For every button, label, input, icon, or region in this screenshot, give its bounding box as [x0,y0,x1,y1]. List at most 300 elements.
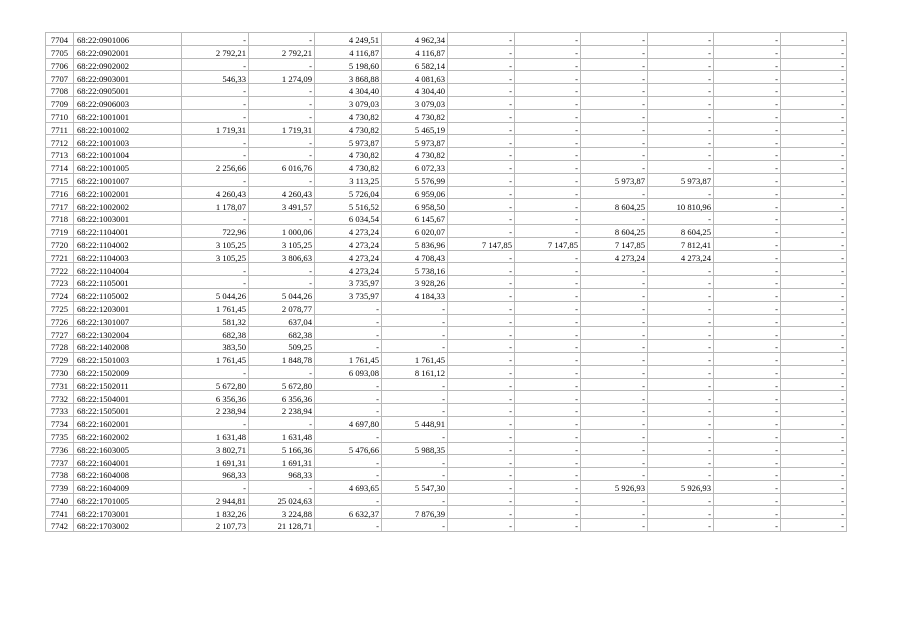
value-cell: - [515,186,581,199]
value-cell: 3 224,88 [249,506,315,519]
value-cell: 4 730,82 [315,109,382,122]
value-cell: - [714,109,781,122]
value-cell: - [781,429,847,442]
row-number-cell: 7721 [46,250,74,263]
value-cell: - [315,340,382,353]
value-cell: - [648,340,714,353]
value-cell: - [448,173,515,186]
value-cell: - [648,45,714,58]
value-cell: - [515,327,581,340]
value-cell: - [581,148,648,161]
value-cell: - [714,301,781,314]
value-cell: - [648,352,714,365]
cadastral-code-cell: 68:22:1502011 [74,378,182,391]
value-cell: - [515,199,581,212]
table-row [46,84,847,97]
row-number-cell: 7734 [46,416,74,429]
value-cell: - [515,122,581,135]
value-cell: - [515,442,581,455]
table-row [46,519,847,532]
value-cell: - [714,33,781,46]
value-cell: 3 928,26 [382,276,448,289]
value-cell: 1 178,07 [182,199,249,212]
value-cell: 383,50 [182,340,249,353]
value-cell: - [581,84,648,97]
value-cell: 2 107,73 [182,519,249,532]
value-cell: - [448,506,515,519]
value-cell: 4 273,24 [315,237,382,250]
value-cell: - [581,468,648,481]
value-cell: - [648,391,714,404]
row-number-cell: 7731 [46,378,74,391]
value-cell: - [448,96,515,109]
value-cell: - [249,96,315,109]
value-cell: - [249,365,315,378]
value-cell: 3 735,97 [315,288,382,301]
value-cell: - [448,122,515,135]
value-cell: - [515,71,581,84]
value-cell: 5 166,36 [249,442,315,455]
value-cell: - [581,442,648,455]
value-cell: - [714,199,781,212]
value-cell: - [714,468,781,481]
value-cell: - [581,212,648,225]
row-number-cell: 7741 [46,506,74,519]
value-cell: - [182,58,249,71]
table-row [46,404,847,417]
value-cell: - [781,327,847,340]
row-number-cell: 7711 [46,122,74,135]
value-cell: - [714,519,781,532]
value-cell: - [382,340,448,353]
value-cell: - [581,109,648,122]
value-cell: 637,04 [249,314,315,327]
value-cell: 5 465,19 [382,122,448,135]
table-row [46,301,847,314]
value-cell: 2 792,21 [182,45,249,58]
table-row [46,391,847,404]
value-cell: - [182,148,249,161]
value-cell: - [448,224,515,237]
value-cell: - [448,212,515,225]
value-cell: 4 730,82 [382,109,448,122]
value-cell: - [249,212,315,225]
value-cell: - [648,506,714,519]
value-cell: - [448,404,515,417]
value-cell: - [382,301,448,314]
value-cell: - [581,519,648,532]
cadastral-code-cell: 68:22:1604008 [74,468,182,481]
value-cell: - [448,276,515,289]
value-cell: - [648,135,714,148]
value-cell: - [581,58,648,71]
value-cell: - [382,455,448,468]
value-cell: - [581,327,648,340]
value-cell: 4 273,24 [315,224,382,237]
value-cell: - [714,340,781,353]
value-cell: - [714,237,781,250]
value-cell: 546,33 [182,71,249,84]
value-cell: - [581,314,648,327]
value-cell: - [249,33,315,46]
value-cell: - [515,506,581,519]
table-row [46,455,847,468]
value-cell: 6 093,08 [315,365,382,378]
value-cell: - [315,327,382,340]
value-cell: 3 105,25 [249,237,315,250]
value-cell: - [448,45,515,58]
cadastral-code-cell: 68:22:1001004 [74,148,182,161]
value-cell: - [781,33,847,46]
value-cell: - [781,58,847,71]
value-cell: - [714,45,781,58]
value-cell: - [448,468,515,481]
value-cell: - [315,455,382,468]
cadastral-code-cell: 68:22:1104001 [74,224,182,237]
value-cell: - [515,314,581,327]
value-cell: - [448,288,515,301]
value-cell: - [515,404,581,417]
value-cell: 4 708,43 [382,250,448,263]
value-cell: - [781,212,847,225]
value-cell: 8 604,25 [648,224,714,237]
row-number-cell: 7705 [46,45,74,58]
value-cell: 3 868,88 [315,71,382,84]
value-cell: 4 081,63 [382,71,448,84]
value-cell: - [648,276,714,289]
row-number-cell: 7733 [46,404,74,417]
value-cell: - [714,365,781,378]
value-cell: 4 116,87 [382,45,448,58]
value-cell: - [714,288,781,301]
value-cell: - [581,45,648,58]
table-row [46,58,847,71]
row-number-cell: 7742 [46,519,74,532]
value-cell: - [182,109,249,122]
value-cell: - [382,391,448,404]
value-cell: - [515,365,581,378]
cadastral-code-cell: 68:22:1203001 [74,301,182,314]
value-cell: - [648,493,714,506]
value-cell: 8 604,25 [581,224,648,237]
cadastral-code-cell: 68:22:1701005 [74,493,182,506]
cadastral-code-cell: 68:22:1504001 [74,391,182,404]
value-cell: 1 761,45 [182,301,249,314]
value-cell: - [448,493,515,506]
row-number-cell: 7740 [46,493,74,506]
value-cell: 3 079,03 [315,96,382,109]
value-cell: 2 238,94 [249,404,315,417]
value-cell: - [714,506,781,519]
value-cell: - [182,135,249,148]
value-cell: - [448,519,515,532]
value-cell: - [714,314,781,327]
value-cell: - [781,186,847,199]
value-cell: - [315,404,382,417]
value-cell: - [648,442,714,455]
table-row [46,148,847,161]
cadastral-code-cell: 68:22:1402008 [74,340,182,353]
value-cell: 3 105,25 [182,237,249,250]
value-cell: - [781,237,847,250]
value-cell: 3 079,03 [382,96,448,109]
row-number-cell: 7717 [46,199,74,212]
value-cell: - [648,455,714,468]
value-cell: - [315,391,382,404]
value-cell: 4 273,24 [581,250,648,263]
value-cell: 4 304,40 [382,84,448,97]
value-cell: - [581,122,648,135]
value-cell: 2 944,81 [182,493,249,506]
value-cell: - [448,442,515,455]
value-cell: 5 738,16 [382,263,448,276]
value-cell: - [781,276,847,289]
value-cell: - [714,148,781,161]
value-cell: - [648,365,714,378]
value-cell: - [515,173,581,186]
value-cell: - [581,263,648,276]
value-cell: 4 116,87 [315,45,382,58]
value-cell: - [448,58,515,71]
table-row [46,327,847,340]
value-cell: - [182,212,249,225]
value-cell: - [648,468,714,481]
value-cell: - [648,58,714,71]
value-cell: - [581,429,648,442]
value-cell: - [581,135,648,148]
table-row [46,276,847,289]
value-cell: 1 761,45 [382,352,448,365]
value-cell: - [448,340,515,353]
cadastral-code-cell: 68:22:1002001 [74,186,182,199]
value-cell: 5 926,93 [581,480,648,493]
cadastral-code-cell: 68:22:1505001 [74,404,182,417]
value-cell: - [714,378,781,391]
value-cell: - [515,96,581,109]
value-cell: - [648,416,714,429]
row-number-cell: 7707 [46,71,74,84]
value-cell: - [648,519,714,532]
value-cell: 4 693,65 [315,480,382,493]
value-cell: 1 691,31 [182,455,249,468]
value-cell: - [515,33,581,46]
value-cell: - [714,160,781,173]
value-cell: - [515,263,581,276]
value-cell: 4 730,82 [315,160,382,173]
value-cell: - [648,71,714,84]
value-cell: 6 016,76 [249,160,315,173]
value-cell: - [448,148,515,161]
value-cell: - [382,327,448,340]
value-cell: - [648,288,714,301]
value-cell: 25 024,63 [249,493,315,506]
value-cell: 1 719,31 [249,122,315,135]
table-row [46,45,847,58]
value-cell: - [781,301,847,314]
table-row [46,263,847,276]
value-cell: - [382,519,448,532]
table-row [46,160,847,173]
table-body [46,33,847,532]
value-cell: - [249,173,315,186]
value-cell: 682,38 [182,327,249,340]
value-cell: - [249,276,315,289]
value-cell: 1 719,31 [182,122,249,135]
value-cell: - [648,314,714,327]
value-cell: 4 184,33 [382,288,448,301]
row-number-cell: 7712 [46,135,74,148]
row-number-cell: 7722 [46,263,74,276]
value-cell: - [182,96,249,109]
table-row [46,173,847,186]
value-cell: 5 672,80 [249,378,315,391]
value-cell: - [249,263,315,276]
value-cell: 1 274,09 [249,71,315,84]
value-cell: - [581,33,648,46]
value-cell: 6 356,36 [249,391,315,404]
row-number-cell: 7735 [46,429,74,442]
value-cell: - [581,455,648,468]
value-cell: - [648,109,714,122]
value-cell: - [714,455,781,468]
value-cell: - [714,135,781,148]
value-cell: - [382,314,448,327]
table-row [46,71,847,84]
row-number-cell: 7716 [46,186,74,199]
value-cell: 6 958,50 [382,199,448,212]
value-cell: - [581,416,648,429]
value-cell: - [781,365,847,378]
value-cell: - [781,404,847,417]
value-cell: - [781,314,847,327]
value-cell: 5 576,99 [382,173,448,186]
value-cell: - [249,84,315,97]
table-row [46,506,847,519]
value-cell: - [714,122,781,135]
value-cell: - [648,263,714,276]
value-cell: - [714,442,781,455]
value-cell: - [448,160,515,173]
value-cell: - [515,250,581,263]
row-number-cell: 7727 [46,327,74,340]
value-cell: 1 631,48 [182,429,249,442]
value-cell: - [515,276,581,289]
value-cell: 6 034,54 [315,212,382,225]
value-cell: 7 147,85 [515,237,581,250]
value-cell: 7 147,85 [448,237,515,250]
row-number-cell: 7726 [46,314,74,327]
row-number-cell: 7737 [46,455,74,468]
value-cell: - [448,109,515,122]
table-row [46,33,847,46]
value-cell: - [714,480,781,493]
value-cell: 6 020,07 [382,224,448,237]
table-row [46,96,847,109]
value-cell: - [515,352,581,365]
value-cell: 10 810,96 [648,199,714,212]
value-cell: - [581,288,648,301]
table-row [46,288,847,301]
table-row [46,186,847,199]
value-cell: - [648,301,714,314]
value-cell: - [448,263,515,276]
value-cell: - [515,58,581,71]
value-cell: 5 973,87 [382,135,448,148]
value-cell: - [781,148,847,161]
value-cell: - [448,33,515,46]
value-cell: 3 105,25 [182,250,249,263]
value-cell: - [515,84,581,97]
value-cell: - [515,480,581,493]
value-cell: - [581,301,648,314]
value-cell: - [581,493,648,506]
cadastral-code-cell: 68:22:1703001 [74,506,182,519]
table-row [46,352,847,365]
value-cell: - [714,352,781,365]
value-cell: - [781,288,847,301]
value-cell: - [781,173,847,186]
cadastral-code-cell: 68:22:1302004 [74,327,182,340]
value-cell: - [315,493,382,506]
value-cell: 4 962,34 [382,33,448,46]
value-cell: 5 044,26 [249,288,315,301]
value-cell: 7 812,41 [648,237,714,250]
value-cell: - [249,416,315,429]
value-cell: - [648,160,714,173]
value-cell: 6 632,37 [315,506,382,519]
table-row [46,224,847,237]
cadastral-code-cell: 68:22:1001003 [74,135,182,148]
value-cell: - [648,148,714,161]
value-cell: 21 128,71 [249,519,315,532]
value-cell: - [648,84,714,97]
value-cell: 5 672,80 [182,378,249,391]
value-cell: 2 078,77 [249,301,315,314]
value-cell: - [781,391,847,404]
table-row [46,122,847,135]
cadastral-code-cell: 68:22:1104004 [74,263,182,276]
value-cell: 8 604,25 [581,199,648,212]
row-number-cell: 7724 [46,288,74,301]
value-cell: - [648,122,714,135]
value-cell: - [714,276,781,289]
value-cell: - [648,96,714,109]
value-cell: - [515,493,581,506]
value-cell: - [648,327,714,340]
row-number-cell: 7725 [46,301,74,314]
value-cell: - [581,340,648,353]
value-cell: - [448,352,515,365]
value-cell: - [781,109,847,122]
value-cell: 1 761,45 [315,352,382,365]
value-cell: - [714,391,781,404]
value-cell: - [515,45,581,58]
value-cell: 1 631,48 [249,429,315,442]
table-row [46,416,847,429]
value-cell: 5 973,87 [581,173,648,186]
value-cell: - [581,365,648,378]
value-cell: 1 832,26 [182,506,249,519]
value-cell: - [382,493,448,506]
value-cell: - [515,212,581,225]
value-cell: 3 735,97 [315,276,382,289]
row-number-cell: 7710 [46,109,74,122]
value-cell: - [581,391,648,404]
value-cell: - [781,519,847,532]
value-cell: - [249,135,315,148]
value-cell: - [581,160,648,173]
value-cell: 1 848,78 [249,352,315,365]
